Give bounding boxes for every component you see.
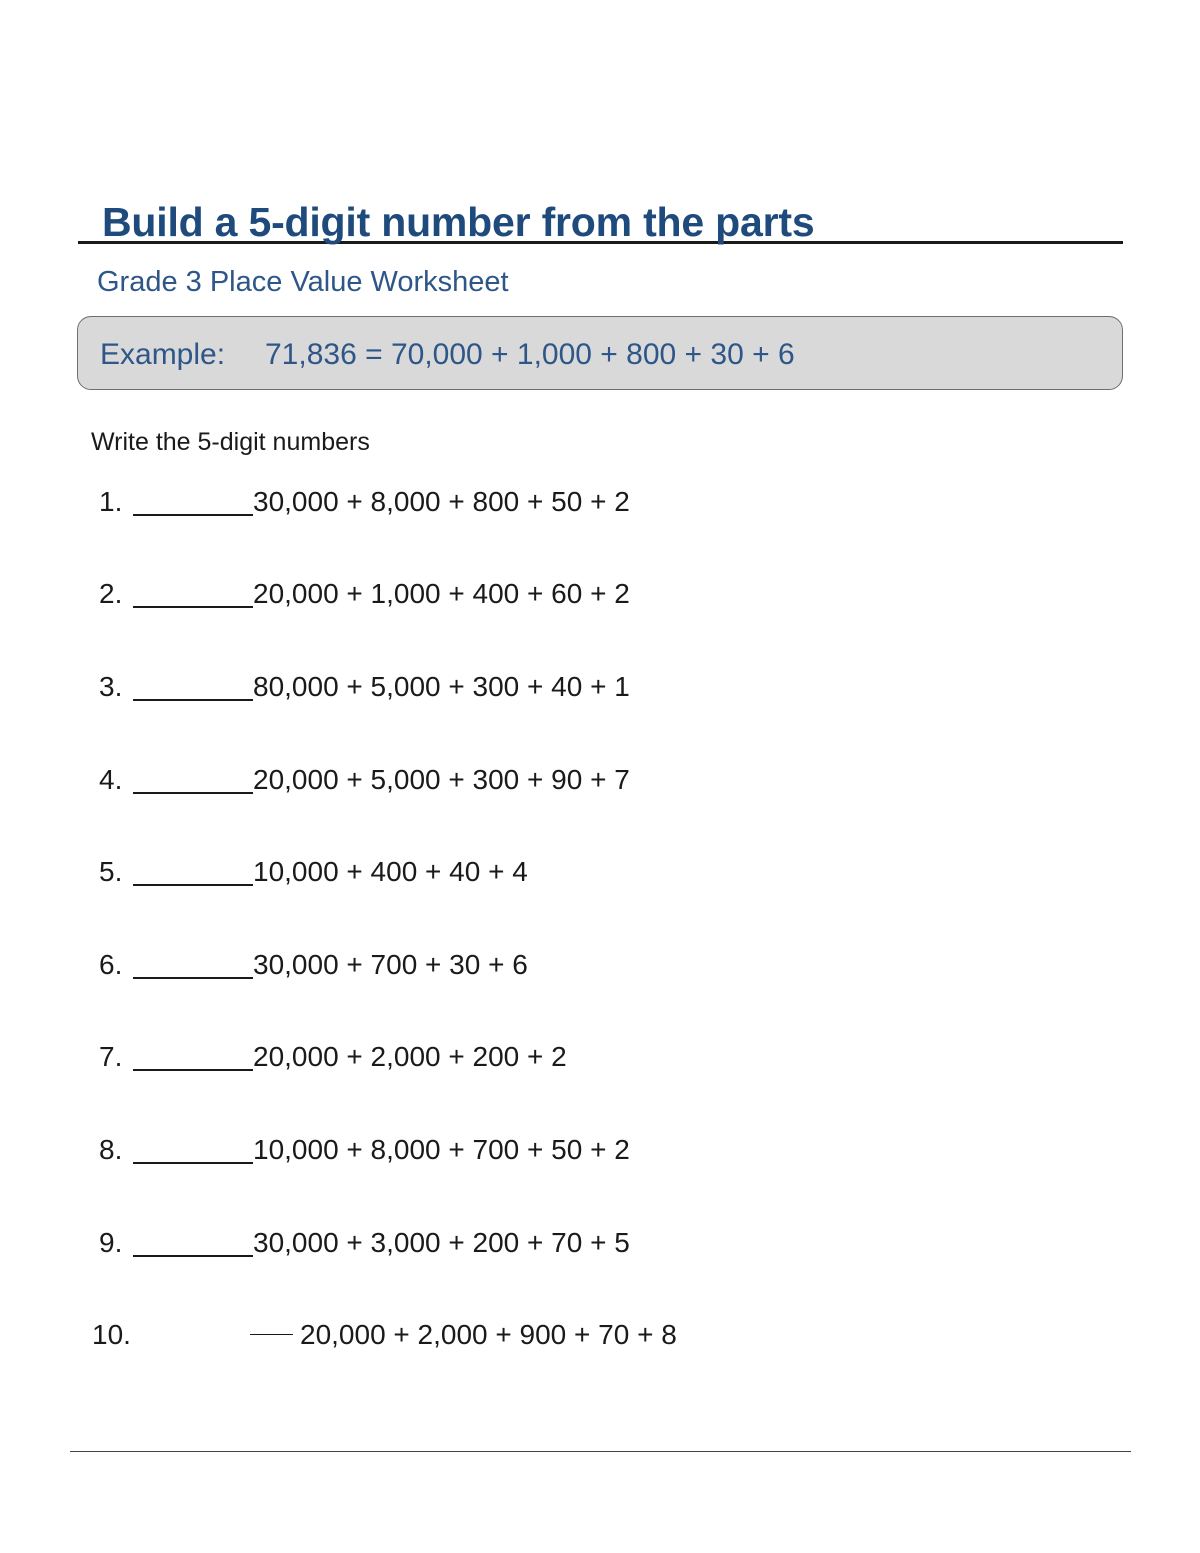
problem-number: 7. <box>99 1041 123 1072</box>
problem-expression: 10,000 + 400 + 40 + 4 <box>253 856 528 887</box>
example-label: Example: <box>100 338 226 371</box>
problem-number: 2. <box>99 578 123 609</box>
answer-blank[interactable] <box>133 884 253 886</box>
problem-number: 4. <box>99 764 123 795</box>
answer-blank[interactable] <box>133 792 253 794</box>
problem-row <box>0 762 800 798</box>
page-title: Build a 5-digit number from the parts <box>102 199 815 245</box>
problem-row <box>0 669 800 705</box>
example-equation: 71,836 = 70,000 + 1,000 + 800 + 30 + 6 <box>265 338 795 371</box>
problem-expression: 30,000 + 700 + 30 + 6 <box>253 949 528 980</box>
problem-row <box>0 947 800 983</box>
problem-number: 5. <box>99 856 123 887</box>
problem-row <box>0 854 800 890</box>
footer-divider <box>70 1451 1131 1452</box>
answer-blank[interactable] <box>133 699 253 701</box>
problem-row <box>0 1225 800 1261</box>
problem-row <box>0 1317 800 1353</box>
problem-number: 8. <box>99 1134 123 1165</box>
instruction-text: Write the 5-digit numbers <box>91 428 370 456</box>
problem-row <box>0 484 800 520</box>
answer-blank[interactable] <box>250 1334 293 1335</box>
problem-number: 1. <box>99 486 123 517</box>
problem-row <box>0 1039 800 1075</box>
answer-blank[interactable] <box>133 1069 253 1071</box>
problem-expression: 80,000 + 5,000 + 300 + 40 + 1 <box>253 671 630 702</box>
problem-number: 6. <box>99 949 123 980</box>
example-box <box>77 316 1123 390</box>
problem-number: 9. <box>99 1227 123 1258</box>
answer-blank[interactable] <box>133 514 253 516</box>
problem-number: 10. <box>92 1319 131 1350</box>
problem-expression: 10,000 + 8,000 + 700 + 50 + 2 <box>253 1134 630 1165</box>
answer-blank[interactable] <box>133 1162 253 1164</box>
problem-expression: 20,000 + 2,000 + 200 + 2 <box>253 1041 567 1072</box>
problem-expression: 20,000 + 1,000 + 400 + 60 + 2 <box>253 578 630 609</box>
answer-blank[interactable] <box>133 1255 253 1257</box>
problem-row <box>0 576 800 612</box>
page-subtitle: Grade 3 Place Value Worksheet <box>97 266 509 298</box>
answer-blank[interactable] <box>133 606 253 608</box>
problem-expression: 30,000 + 8,000 + 800 + 50 + 2 <box>253 486 630 517</box>
problem-expression: 30,000 + 3,000 + 200 + 70 + 5 <box>253 1227 630 1258</box>
problem-number: 3. <box>99 671 123 702</box>
problem-row <box>0 1132 800 1168</box>
answer-blank[interactable] <box>133 977 253 979</box>
problem-expression: 20,000 + 5,000 + 300 + 90 + 7 <box>253 764 630 795</box>
title-bar <box>78 196 1123 244</box>
problem-expression: 20,000 + 2,000 + 900 + 70 + 8 <box>300 1319 677 1350</box>
